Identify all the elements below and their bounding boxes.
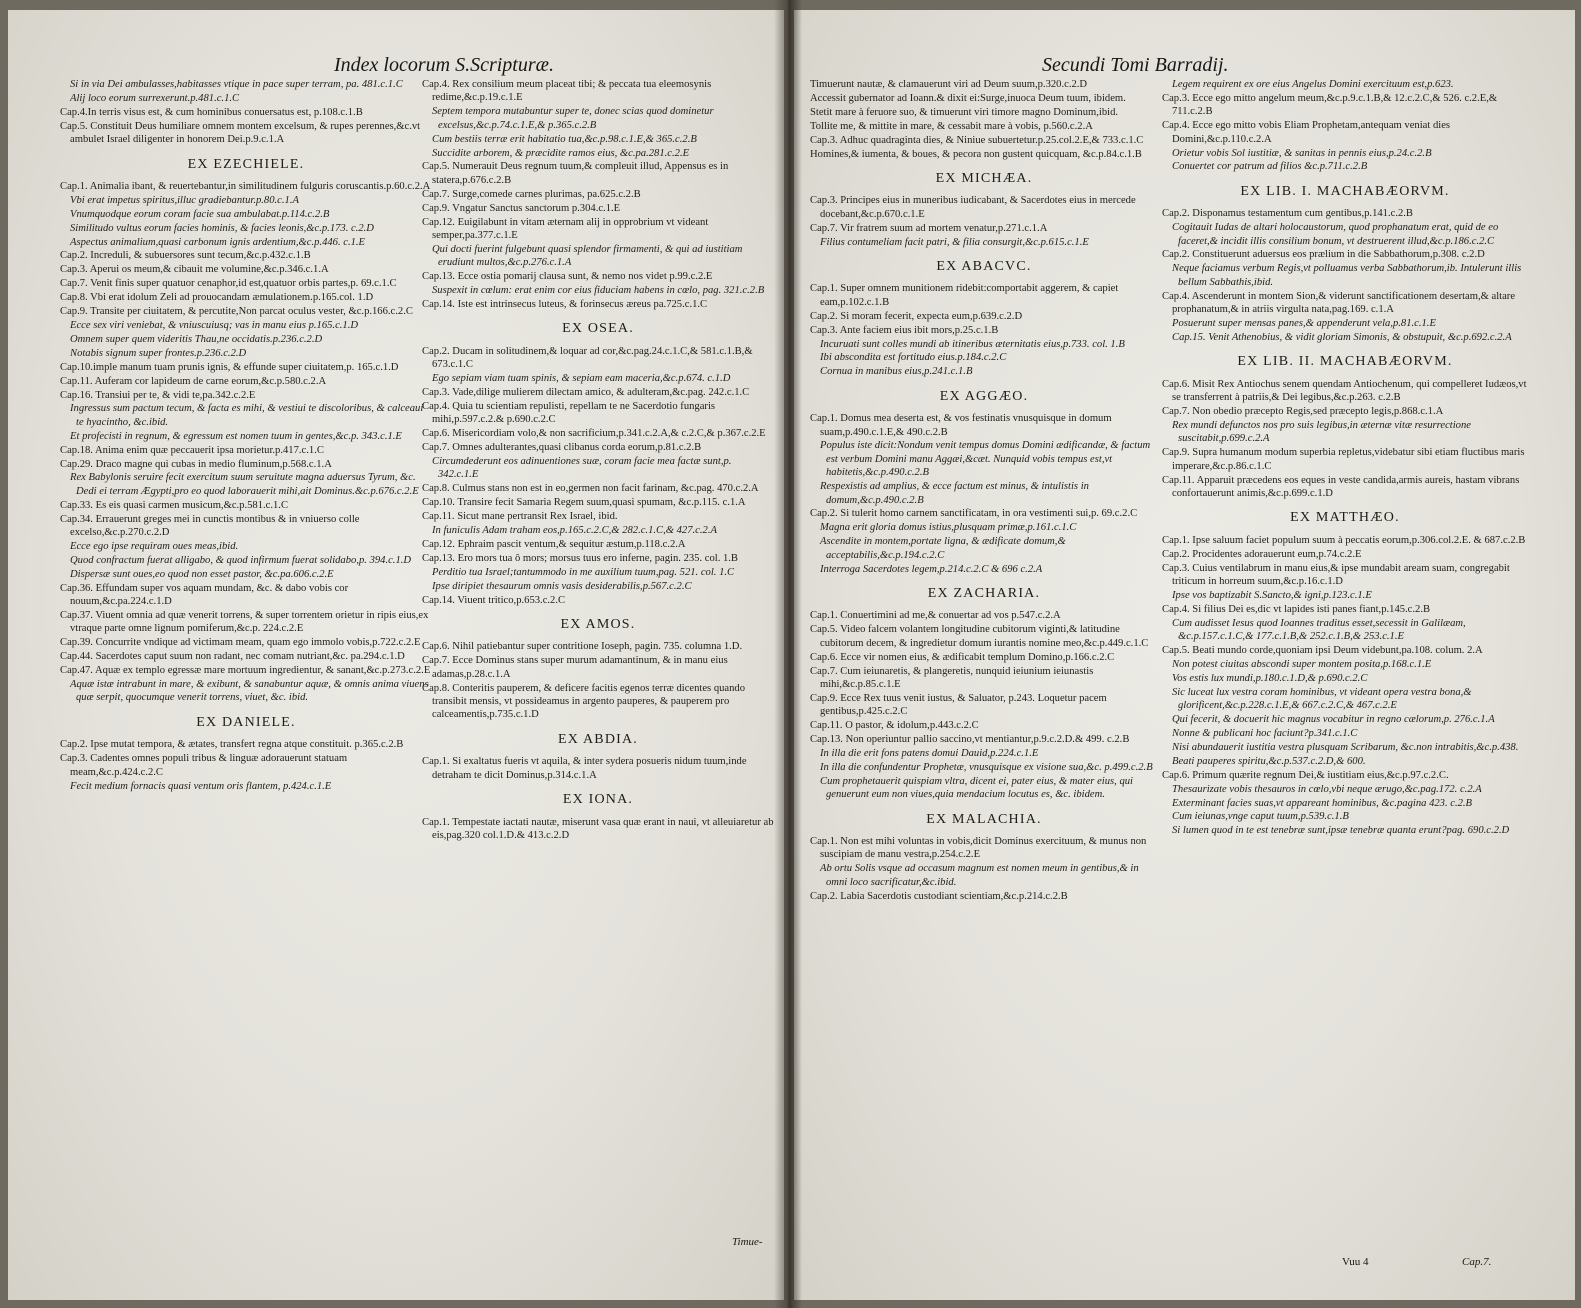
index-column [422,78,774,1248]
index-entry: Cap.6. Misit Rex Antiochus senem quendam Antiochenum, qui compelleret Iudæos,vt se transferrent à patriis,& Dei legibus,&c.p.263. c.2.B [1162,378,1527,404]
index-entry: Cap.6. Nihil patiebantur super contritione Ioseph, pagin. 735. columna 1.D. [422,641,743,653]
index-subentry: Succidite arborem, & præcidite ramos eius, &c.pa.281.c.2.E [432,147,690,159]
index-subentry: Ecce ego ipse requiram oues meas,ibid. [70,541,239,552]
index-entry: Cap.6. Ecce vir nomen eius, & ædificabit templum Domino,p.166.c.2.C [810,651,1115,663]
index-entry: Stetit mare à feruore suo, & timuerunt viri timore magno Dominum,ibid. [810,106,1119,118]
index-entry: Cap.1. Ipse saluum faciet populum suum à peccatis eorum,p.306.col.2.E. & 687.c.2.B [1162,534,1526,546]
index-entry: Cap.7. Cum ieiunaretis, & plangeretis, nunquid ieiunium ieiunastis mihi,&c.p.85.c.1.E [810,665,1094,690]
index-entry: Cap.44. Sacerdotes caput suum non radant, nec comam nutriant,&c. pa.294.c.1.D [60,651,405,663]
index-subentry: Vos estis lux mundi,p.180.c.1.D,& p.690.c.2.C [1172,672,1368,684]
catchword: Cap.7. [1462,1256,1492,1268]
index-subentry: Vnumquodque eorum coram facie sua ambulabat.p.114.c.2.B [70,208,330,220]
book-gutter [774,0,802,1308]
index-entry: Cap.9. Ecce Rex tuus venit iustus, & Saluator, p.243. Loquetur pacem gentibus,p.425.c.2.C [810,692,1107,718]
index-subentry: Cum audisset Iesus quod Ioannes traditus esset,secessit in Galilæam, &c.p.157.c.1.C,& 177.c.1.B,& 252.c.1.B,& 253.c.1.E [1172,617,1466,643]
index-entry: Cap.1. Tempestate iactati nautæ, miserunt vasa quæ erant in naui, vt alleuiaretur ab eis,pag.320 col.1.D.& 413.c.2.D [422,816,774,841]
index-subentry: Si lumen quod in te est tenebræ sunt,ipsæ tenebræ quanta erunt?pag. 690.c.2.D [1172,825,1510,837]
index-entry: Cap.3. Cuius ventilabrum in manu eius,& ipse mundabit aream suam, congregabit triticum in horreum suum,&c.p.16.c.1.D [1162,562,1510,587]
index-subentry: Non potest ciuitas abscondi super montem posita,p.168.c.1.E [1172,658,1432,670]
index-subentry: Rex mundi defunctos nos pro suis legibus,in æternæ vitæ resurrectione suscitabit,p.699.c.2.A [1172,419,1471,445]
index-entry: Cap.6. Primum quærite regnum Dei,& iustitiam eius,&c.p.97.c.2.C. [1162,769,1449,781]
index-entry: Cap.7. Non obedio præcepto Regis,sed præcepto legis,p.868.c.1.A [1162,406,1444,418]
index-entry: Cap.1. Si exaltatus fueris vt aquila, & inter sydera posueris nidum tuum,inde detraham te dicit Dominus,p.314.c.1.A [422,756,747,781]
section-heading: EX DANIELE. [196,714,296,730]
index-subentry: Ipse vos baptizabit S.Sancto,& igni,p.123.c.1.E [1172,589,1372,601]
index-entry: Cap.4. Quia tu scientiam repulisti, repellam te ne Sacerdotio fungaris mihi,p.597.c.2.& p.690.c.2.C [422,400,716,426]
index-entry: Cap.9. Transite per ciuitatem, & percutite,Non parcat oculus vester, &c.p.166.c.2.C [60,306,413,318]
index-subentry: Notabis signum super frontes.p.236.c.2.D [70,347,247,359]
index-entry: Cap.13. Ero mors tua ô mors; morsus tuus ero inferne, pagin. 235. col. 1.B [422,552,739,564]
section-heading: EX ABACVC. [936,258,1032,274]
index-subentry: Ibi abscondita est fortitudo eius.p.184.c.2.C [820,352,1007,364]
index-entry: Cap.1. Domus mea deserta est, & vos festinatis vnusquisque in domum suam,p.490.c.1.E,& 490.c.2.B [810,413,1112,438]
index-entry: Cap.3. Ecce ego mitto angelum meum,&c.p.9.c.1.B,& 12.c.2.C,& 526. c.2.E,& 711.c.2.B [1162,92,1498,118]
index-entry: Cap.8. Vbi erat idolum Zeli ad prouocandam æmulationem.p.165.col. 1.D [60,292,374,304]
page-header: Index locorum S.Scripturæ. [334,54,554,76]
index-entry: Cap.18. Anima enim quæ peccauerit ipsa morietur.p.417.c.1.C [60,444,324,456]
index-subentry: Respexistis ad amplius, & ecce factum est minus, & intulistis in domum,&c.p.490.c.2.B [820,481,1089,506]
index-subentry: Alij loco eorum surrexerunt.p.481.c.1.C [70,92,240,104]
index-subentry: In funiculis Adam traham eos,p.165.c.2.C,& 282.c.1.C,& 427.c.2.A [432,525,717,537]
index-entry: Cap.34. Errauerunt greges mei in cunctis montibus & in vniuerso colle excelso,&c.p.270.c.2.D [60,513,360,539]
index-entry: Cap.16. Transiui per te, & vidi te,pa.342.c.2.E [60,389,256,401]
index-subentry: Posuerunt super mensas panes,& appenderunt vela,p.81.c.1.E [1172,318,1436,329]
index-subentry: In illa die confundentur Prophetæ, vnusquisque ex visione sua,&c. p.499.c.2.B [820,761,1153,773]
index-column [810,78,1158,1258]
index-entry: Homines,& iumenta, & boues, & pecora non gustent quicquam, &c.p.84.c.1.B [810,148,1142,160]
index-entry: Cap.1. Super omnem munitionem ridebit:comportabit aggerem, & capiet eam,p.102.c.1.B [810,283,1119,308]
index-entry: Cap.4.In terris visus est, & cum hominibus conuersatus est, p.108.c.1.B [60,106,363,118]
index-entry: Cap.7. Surge,comede carnes plurimas, pa.625.c.2.B [422,188,641,200]
index-entry: Cap.3. Aperui os meum,& cibauit me volumine,&c.p.346.c.1.A [60,264,329,276]
index-entry: Cap.11. Auferam cor lapideum de carne eorum,&c.p.580.c.2.A [60,375,327,387]
index-entry: Cap.11. Apparuit præcedens eos eques in veste candida,armis aureis, hastam vibrans confortauerunt animis,&c.p.699.c.1.D [1162,474,1520,499]
index-entry: Cap.14. Viuent tritico,p.653.c.2.C [422,594,566,606]
index-entry: Cap.3. Vade,dilige mulierem dilectam amico, & adulteram,&c.pag. 242.c.1.C [422,387,750,399]
section-heading: EX LIB. II. MACHABÆORVM. [1237,354,1453,370]
index-entry: Cap.3. Cadentes omnes populi tribus & linguæ adorauerunt statuam meam,&c.p.424.c.2.C [60,753,348,778]
index-subentry: Magna erit gloria domus istius,plusquam primæ,p.161.c.1.C [820,522,1077,534]
index-subentry: Septem tempora mutabuntur super te, donec scias quod dominetur excelsus,&c.p.74.c.1.E,& p.365.c.2.B [432,106,714,131]
index-subentry: Cogitauit Iudas de altari holocaustorum, quod prophanatum erat, quid de eo faceret,& incidit illis consilium bonum, vt destruerent illud,&c.p.186.c.2.C [1172,222,1499,247]
index-subentry: Ascendite in montem,portate ligna, & ædificate domum,& acceptabilis,&c.p.194.c.2.C [820,536,1066,561]
index-subentry: Circumdederunt eos adinuentiones suæ, coram facie mea factæ sunt,p. 342.c.1.E [432,456,732,481]
section-heading: EX AMOS. [560,617,636,633]
index-subentry: Cap.15. Venit Athenobius, & vidit gloriam Simonis, & obstupuit, &c.p.692.c.2.A [1172,331,1512,343]
index-subentry: Nisi abundauerit iustitia vestra plusquam Scribarum, &c.non intrabitis,&c.p.438. [1172,741,1519,753]
section-heading: EX AGGÆO. [939,388,1029,404]
index-subentry: Nonne & publicani hoc faciunt?p.341.c.1.C [1172,727,1358,739]
index-subentry: Si in via Dei ambulasses,habitasses vtique in pace super terram, pa. 481.c.1.C [70,79,403,90]
index-entry: Cap.1. Non est mihi voluntas in vobis,dicit Dominus exercituum, & munus non suscipiam de manu vestra,p.254.c.2.E [810,836,1147,861]
index-entry: Cap.7. Venit finis super quatuor cenaphor,id est,quatuor orbis partes,p. 69.c.1.C [60,278,397,290]
index-subentry: Interroga Sacerdotes legem,p.214.c.2.C & 696 c.2.A [820,563,1043,575]
index-subentry: Exterminant facies suas,vt appareant hominibus, &c.pagina 423. c.2.B [1172,797,1473,809]
index-entry: Cap.3. Ante faciem eius ibit mors,p.25.c.1.B [810,324,999,336]
index-subentry: In illa die erit fons patens domui Dauid,p.224.c.1.E [820,747,1039,759]
index-entry: Timuerunt nautæ, & clamauerunt viri ad Deum suum,p.320.c.2.D [810,79,1088,90]
section-heading: EX EZECHIELE. [187,156,305,172]
index-subentry: Qui fecerit, & docuerit hic magnus vocabitur in regno cælorum,p. 276.c.1.A [1172,714,1495,726]
signature-mark: Vuu 4 [1342,1256,1369,1268]
index-subentry: Orietur vobis Sol iustitiæ, & sanitas in pennis eius,p.24.c.2.B [1172,147,1432,159]
index-subentry: Cum bestiis terræ erit habitatio tua,&c.p.98.c.1.E,& 365.c.2.B [432,133,697,145]
index-entry: Cap.5. Video falcem volantem longitudine cubitorum viginti,& latitudine cubitorum decem, & ingredietur domum iurantis nomine meo,&c.p.449.c.1.C [810,624,1149,649]
section-heading: EX LIB. I. MACHABÆORVM. [1240,183,1450,199]
index-subentry: Ego sepiam viam tuam spinis, & sepiam eam maceria,&c.p.674. c.1.D [432,373,731,385]
index-entry: Cap.7. Omnes adulterantes,quasi clibanus corda eorum,p.81.c.2.B [422,442,702,454]
index-entry: Cap.14. Iste est intrinsecus luteus, & forinsecus æreus pa.725.c.1.C [422,299,708,310]
section-heading: EX IONA. [562,792,634,808]
index-subentry: Ingressus sum pactum tecum, & facta es mihi, & vestiui te discoloribus, & calceaui te hyacintho, &c.ibid. [70,403,424,428]
index-subentry: Omnem super quem videritis Thau,ne occidatis.p.236.c.2.D [70,333,323,345]
index-subentry: Rex Babylonis seruire fecit exercitum suum seruitute magna aduersus Tyrum, &c. Dedi ei terram Ægypti,pro eo quod laborauerit mihi,ait Dominus.&c.p.676.c.2.E [70,472,419,497]
index-subentry: Incuruati sunt colles mundi ab itineribus æternitatis eius,p.733. col. 1.B [820,338,1125,350]
index-entry: Cap.3. Principes eius in muneribus iudicabant, & Sacerdotes eius in mercede docebant,&c.p.670.c.1.E [810,195,1136,220]
index-entry: Cap.1. Conuertimini ad me,& conuertar ad vos p.547.c.2.A [810,610,1061,622]
index-entry: Cap.8. Culmus stans non est in eo,germen non facit farinam, &c.pag. 470.c.2.A [422,483,759,495]
index-subentry: Suspexit in cœlum: erat enim cor eius fiduciam habens in cœlo, pag. 321.c.2.B [432,285,765,297]
index-entry: Cap.2. Si moram fecerit, expecta eum,p.639.c.2.D [810,310,1023,322]
section-heading: EX MICHÆA. [935,170,1033,186]
index-entry: Cap.9. Supra humanum modum superbia repletus,videbatur sibi etiam fluctibus maris imperare,&c.p.86.c.1.C [1162,447,1525,472]
catchword: Timue- [732,1236,763,1248]
index-subentry: Thesaurizate vobis thesauros in cœlo,vbi neque ærugo,&c.pag.172. c.2.A [1172,783,1482,795]
index-entry: Cap.4. Si filius Dei es,dic vt lapides isti panes fiant,p.145.c.2.B [1162,603,1431,615]
index-column [1162,78,1528,1258]
index-entry: Cap.13. Non operiuntur pallio saccino,vt mentiantur,p.9.c.2.D.& 499. c.2.B [810,734,1130,746]
index-subentry: Et profecisti in regnum, & egressum est nomen tuum in gentes,&c.p. 343.c.1.E [70,430,402,442]
index-entry: Cap.1. Animalia ibant, & reuertebantur,in similitudinem fulguris coruscantis.p.60.c.2.A [60,180,431,192]
index-subentry: Populus iste dicit:Nondum venit tempus domus Domini ædificandæ, & factum est verbum Domini manu Aggæi,&cæt. Nunquid vobis tempus est,vt habitetis,&c.p.490.c.2.B [820,440,1151,479]
index-subentry: Perditio tua Israel;tantummodo in me auxilium tuum,pag. 521. col. 1.C [432,566,735,578]
section-heading: EX ABDIA. [557,731,639,747]
index-subentry: Filius contumeliam facit patri, & filia consurgit,&c.p.615.c.1.E [820,236,1089,248]
index-subentry: Ipse diripiet thesaurum omnis vasis desiderabilis,p.567.c.2.C [432,580,692,592]
index-entry: Cap.4. Ascenderunt in montem Sion,& viderunt sanctificationem desertam,& altare prophanatum,& in atriis virgulta nata,pag.169. c.1.A [1162,290,1516,316]
index-subentry: Fecit medium fornacis quasi ventum oris flantem, p.424.c.1.E [70,780,332,792]
index-entry: Cap.47. Aquæ ex templo egressæ mare mortuum ingredientur, & sanant,&c.p.273.c.2.E [60,665,431,677]
index-entry: Cap.8. Conteritis pauperem, & deficere facitis egenos terræ dicentes quando transibit mensis, vt possideamus in argento pauperes, & pauperem pro calceamentis,p.735.c.1.D [422,682,746,721]
index-entry: Cap.2. Constituerunt aduersus eos prælium in die Sabbathorum,p.308. c.2.D [1162,249,1485,261]
index-subentry: Beati pauperes spiritu,&c.p.537.c.2.D,& 600. [1172,755,1366,767]
index-entry: Cap.11. Sicut mane pertransit Rex Israel, ibid. [422,511,618,523]
index-entry: Cap.13. Ecce ostia pomarij clausa sunt, & nemo nos videt p.99.c.2.E [422,271,713,283]
index-entry: Cap.2. Labia Sacerdotis custodiant scientiam,&c.p.214.c.2.B [810,890,1068,902]
index-subentry: Ab ortu Solis vsque ad occasum magnum est nomen meum in gentibus,& in omni loco sacrificatur,&c.ibid. [820,863,1139,888]
section-heading: EX MATTHÆO. [1290,510,1400,526]
left-page [8,10,784,1300]
index-entry: Cap.10.imple manum tuam prunis ignis, & effunde super ciuitatem,p. 165.c.1.D [60,361,399,373]
index-entry: Cap.2. Ducam in solitudinem,& loquar ad cor,&c.pag.24.c.1.C,& 581.c.1.B,& 673.c.1.C [422,345,753,371]
index-subentry: Ecce sex viri veniebat, & vniuscuiusq; vas in manu eius p.165.c.1.D [70,320,359,331]
index-entry: Cap.7. Vir fratrem suum ad mortem venatur,p.271.c.1.A [810,222,1048,234]
index-entry: Cap.5. Beati mundo corde,quoniam ipsi Deum videbunt,pa.108. colum. 2.A [1162,645,1483,657]
index-subentry: Conuertet cor patrum ad filios &c.p.711.c.2.B [1172,161,1368,173]
index-subentry: Qui docti fuerint fulgebunt quasi splendor firmamenti, & qui ad iustitiam erudiunt multos,&c.p.276.c.1.A [432,243,743,269]
index-subentry: Vbi erat impetus spiritus,illuc gradiebantur.p.80.c.1.A [70,194,299,206]
index-entry: Tollite me, & mittite in mare, & cessabit mare à vobis, p.560.c.2.A [810,120,1093,132]
index-subentry: Similitudo vultus eorum facies hominis, & facies leonis,&c.p.173. c.2.D [70,222,374,234]
index-entry: Cap.12. Euigilabunt in vitam æternam alij in opprobrium vt videant semper,pa.377.c.1.E [422,216,709,241]
index-entry: Cap.10. Transire fecit Samaria Regem suum,quasi spumam, &c.p.115. c.1.A [422,497,746,509]
page-header: Secundi Tomi Barradij. [1042,54,1229,76]
index-entry: Cap.29. Draco magne qui cubas in medio fluminum,p.568.c.1.A [60,458,332,470]
index-subentry: Cum prophetauerit quispiam vltra, dicent ei, pater eius, & mater eius, qui genuerunt eum non viues,quia mendacium locutus es, &c. ibidem. [820,775,1133,801]
index-subentry: Aspectus animalium,quasi carbonum ignis ardentium,&c.p.446. c.1.E [70,236,366,248]
index-subentry: Dispersæ sunt oues,eo quod non esset pastor, &c.pa.606.c.2.E [70,568,334,580]
index-entry: Cap.2. Increduli, & subuersores sunt tecum,&c.p.432.c.1.B [60,250,311,262]
index-subentry: Quod confractum fuerat alligabo, & quod infirmum fuerat solidabo,p. 394.c.1.D [70,554,412,566]
index-entry: Cap.2. Disponamus testamentum cum gentibus,p.141.c.2.B [1162,208,1413,220]
index-entry: Cap.2. Ipse mutat tempora, & ætates, transfert regna atque constituit. p.365.c.2.B [60,739,404,751]
index-column [60,78,432,1248]
section-heading: EX MALACHIA. [926,811,1042,827]
index-entry: Cap.7. Ecce Dominus stans super murum adamantinum, & in manu eius adamas,p.28.c.1.A [422,655,728,680]
index-entry: Cap.6. Misericordiam volo,& non sacrificium,p.341.c.2.A,& c.2.C,& p.367.c.2.E [422,428,766,440]
index-entry: Cap.33. Es eis quasi carmen musicum,&c.p.581.c.1.C [60,499,289,511]
index-entry: Cap.36. Effundam super vos aquam mundam, &c. & dabo vobis cor nouum,&c.pa.224.c.1.D [60,582,349,608]
index-entry: Cap.11. O pastor, & idolum,p.443.c.2.C [810,720,979,732]
index-subentry: Neque faciamus verbum Regis,vt polluamus verba Sabbathorum,ib. Intulerunt illis bellum Sabbathis,ibid. [1172,263,1522,288]
index-entry: Cap.4. Ecce ego mitto vobis Eliam Prophetam,antequam veniat dies Domini,&c.p.110.c.2.A [1162,120,1451,145]
section-heading: EX ZACHARIA. [927,586,1041,601]
right-page [794,10,1575,1300]
index-entry: Cap.5. Numerauit Deus regnum tuum,& compleuit illud, Appensus es in statera,p.676.c.2.B [422,161,729,186]
index-entry: Cap.3. Adhuc quadraginta dies, & Niniue subuertetur.p.25.col.2.E,& 733.c.1.C [810,134,1144,146]
index-entry: Cap.2. Si tulerit homo carnem sanctificatam, in ora vestimenti sui,p. 69.c.2.C [810,508,1138,520]
index-subentry: Aquæ istæ intrabunt in mare, & exibunt, & sanabuntur aquæ, & omnis anima viuens quæ serpit, quocumque venerit torrens, viuet, &c. ibid. [70,679,429,704]
index-subentry: Cum ieiunas,vnge caput tuum,p.539.c.1.B [1172,811,1349,823]
index-entry: Cap.4. Rex consilium meum placeat tibi; & peccata tua eleemosynis redime,&c.p.19.c.1.E [422,79,712,104]
index-entry: Cap.2. Procidentes adorauerunt eum,p.74.c.2.E [1162,548,1362,560]
section-heading: EX OSEA. [562,321,634,337]
index-subentry: Sic luceat lux vestra coram hominibus, vt videant opera vestra bona,& glorificent,&c.p.228.c.1.E,& 667.c.2.C,& 467.c.2.E [1172,686,1472,712]
index-subentry: Legem requirent ex ore eius Angelus Domini exercituum est,p.623. [1172,79,1454,90]
index-subentry: Cornua in manibus eius,p.241.c.1.B [820,366,973,378]
index-entry: Cap.5. Constituit Deus humiliare omnem montem excelsum, & rupes perennes,&c.vt ambulet Israel diligenter in honorem Dei.p.9.c.1.A [60,120,421,146]
index-entry: Cap.37. Viuent omnia ad quæ venerit torrens, & super torrentem orietur in ripis eius,ex vtraque parte omne lignum pomiferum,&c.p. 224.c.2.E [60,610,429,635]
index-entry: Cap.39. Concurrite vndique ad victimam meam, quam ego immolo vobis,p.722.c.2.E [60,637,421,649]
index-entry: Cap.12. Ephraim pascit ventum,& sequitur æstum,p.118.c.2.A [422,539,686,550]
index-entry: Cap.9. Vngatur Sanctus sanctorum p.304.c.1.E [422,202,621,214]
index-entry: Accessit gubernator ad Ioann.& dixit ei:Surge,inuoca Deum tuum, ibidem. [810,92,1126,104]
